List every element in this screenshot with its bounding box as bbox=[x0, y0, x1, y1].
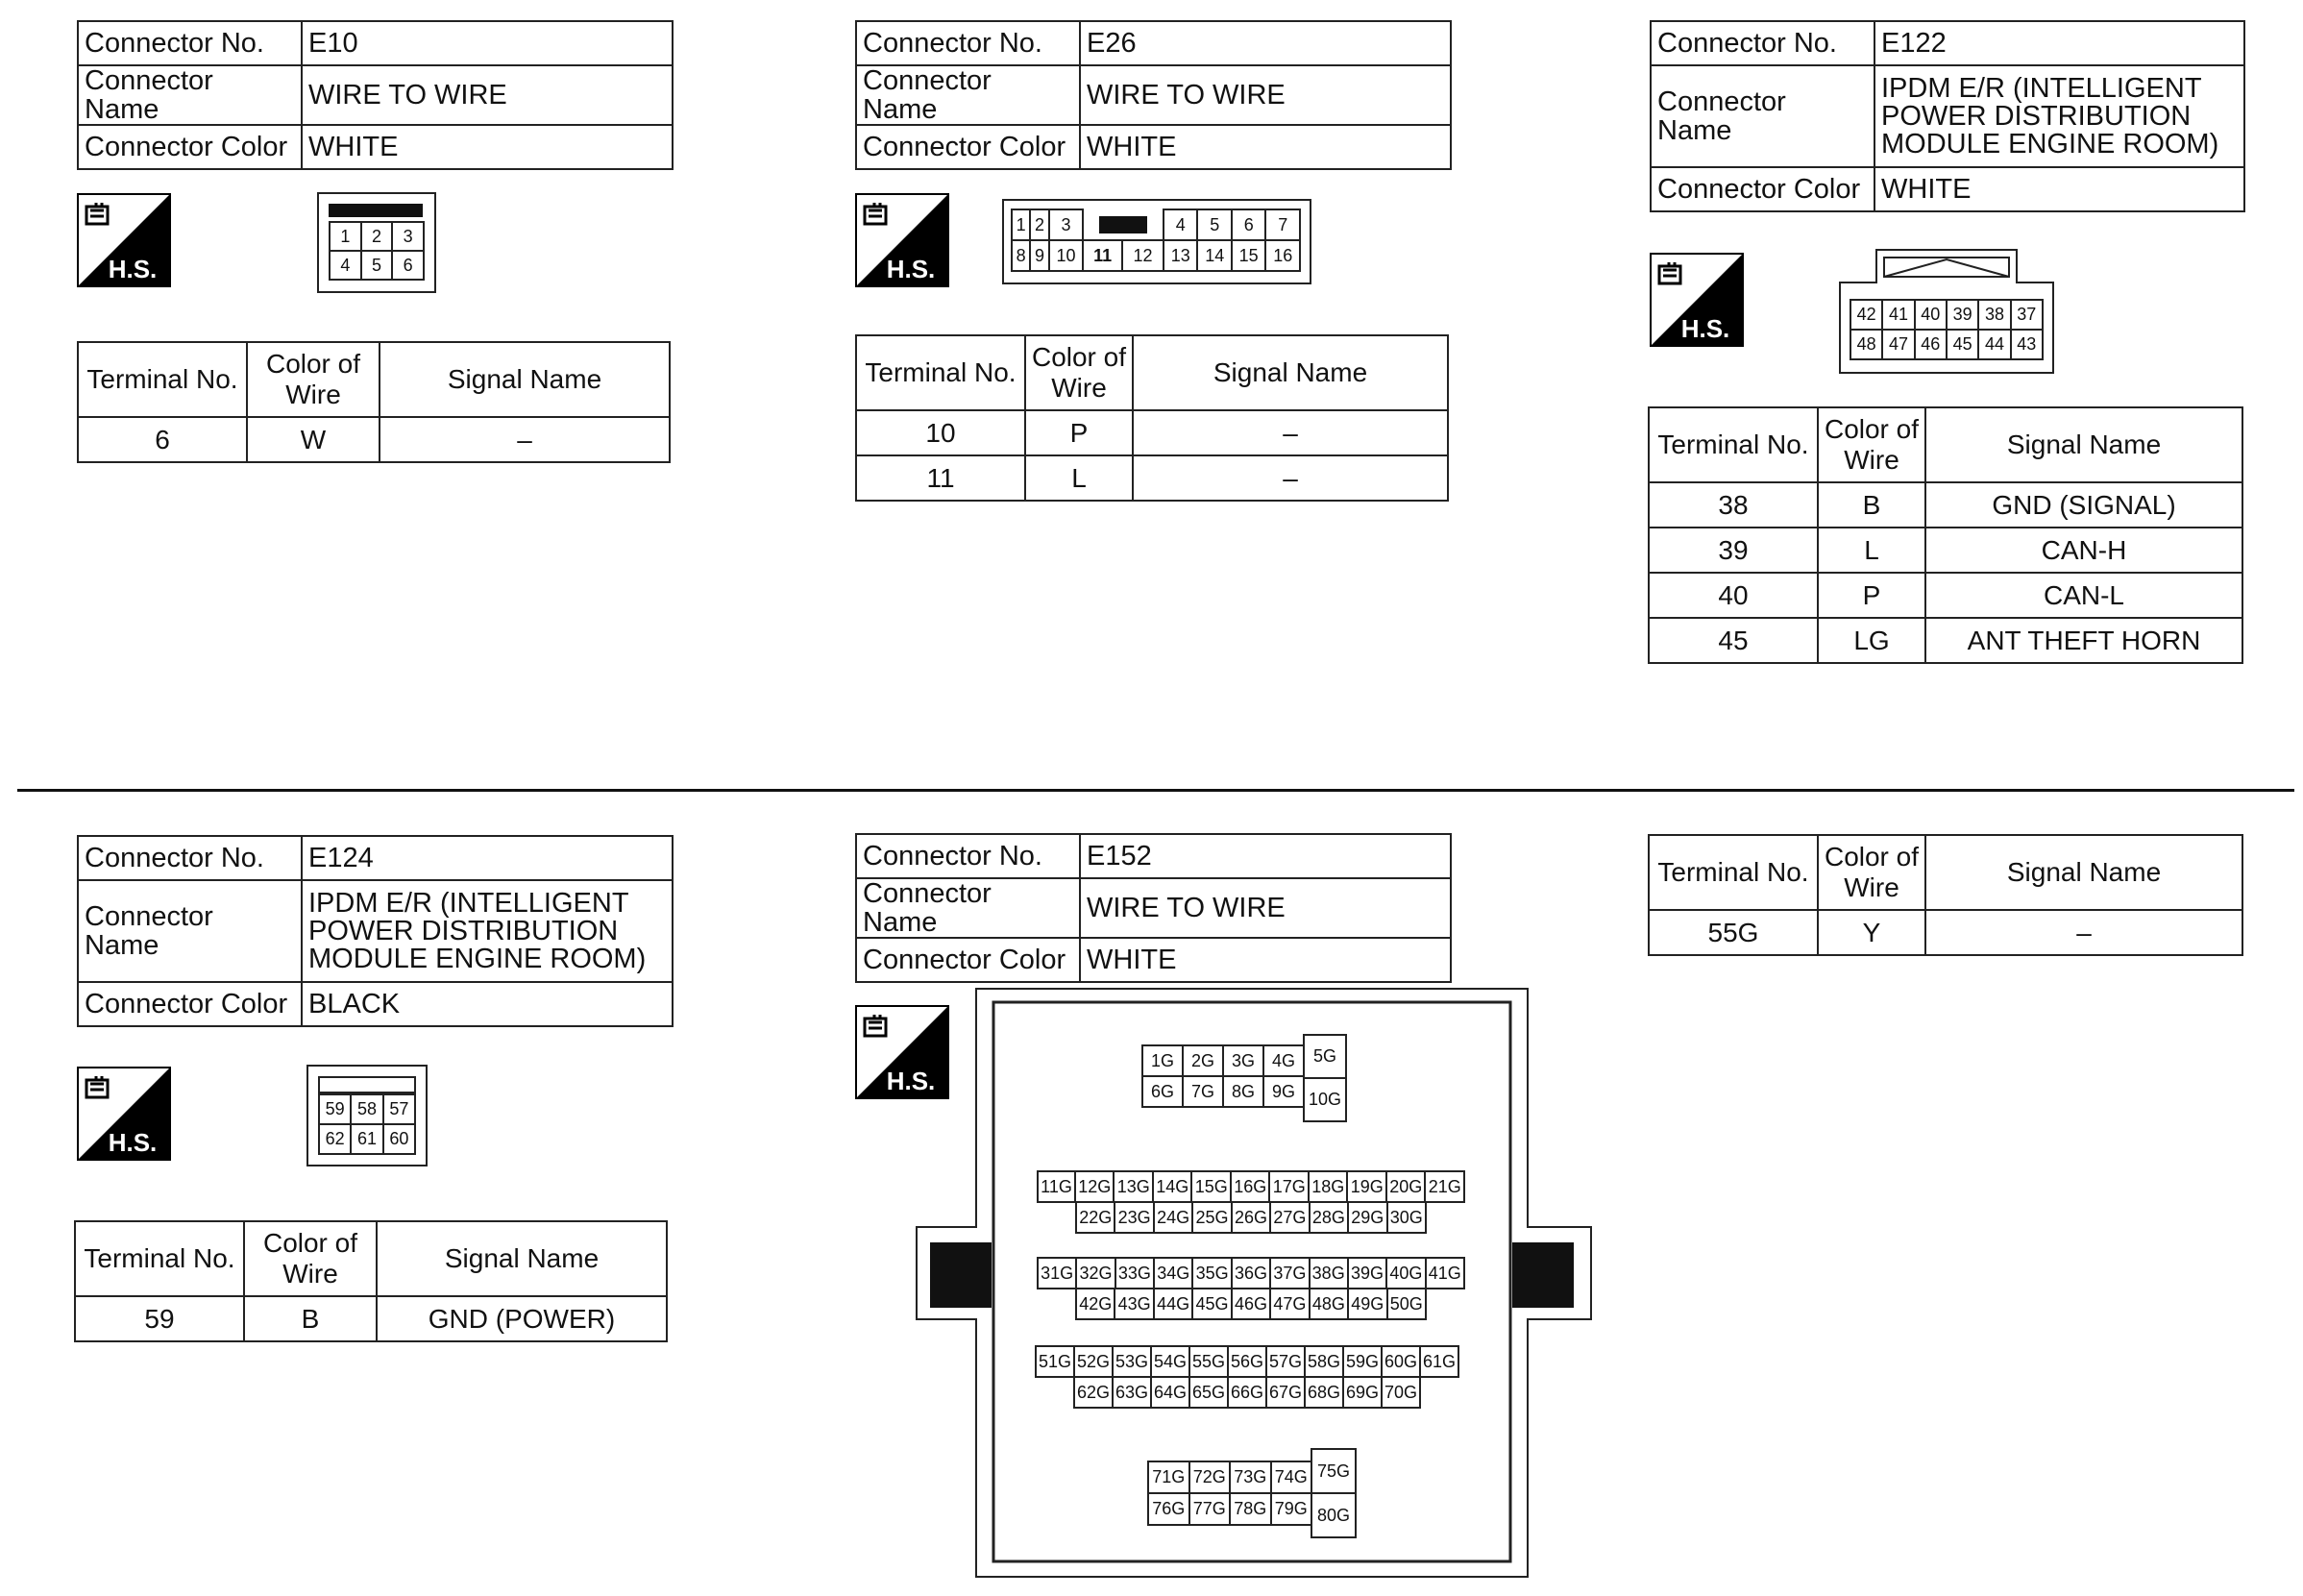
pin: 46 bbox=[1915, 330, 1947, 359]
e152-terminal-table bbox=[1648, 834, 2243, 956]
hs-label: H.S. bbox=[886, 255, 936, 283]
e152-pin-row-11 bbox=[1037, 1170, 1465, 1203]
pin: 39 bbox=[1947, 300, 1978, 330]
pin: 16 bbox=[1265, 240, 1300, 271]
connector-color-value: WHITE bbox=[1080, 938, 1451, 982]
pin: 32G bbox=[1076, 1258, 1115, 1289]
connector-name-value: WIRE TO WIRE bbox=[1080, 878, 1451, 938]
pin: 2 bbox=[361, 222, 393, 251]
wire-color-cell: L bbox=[1025, 455, 1133, 501]
pin: 79G bbox=[1271, 1493, 1312, 1525]
terminal-cell: 6 bbox=[78, 417, 247, 462]
connector-name-label: Connector Name bbox=[856, 65, 1080, 125]
connector-no-value: E152 bbox=[1080, 834, 1451, 878]
pin: 15G bbox=[1191, 1171, 1231, 1202]
wire-color-cell: P bbox=[1025, 410, 1133, 455]
pin: 54G bbox=[1151, 1346, 1189, 1377]
pin: 53G bbox=[1113, 1346, 1151, 1377]
e26-info-table bbox=[855, 20, 1452, 170]
connector-name-value: IPDM E/R (INTELLIGENT POWER DISTRIBUTION MODULE ENGINE ROOM) bbox=[1874, 65, 2244, 167]
connector-name-value: WIRE TO WIRE bbox=[302, 65, 673, 125]
pin: 35G bbox=[1192, 1258, 1231, 1289]
pin: 13G bbox=[1114, 1171, 1153, 1202]
pin: 5G bbox=[1304, 1035, 1346, 1078]
pin: 46G bbox=[1232, 1289, 1270, 1319]
pin: 14G bbox=[1153, 1171, 1192, 1202]
terminal-cell: 38 bbox=[1649, 482, 1818, 528]
terminal-no-header: Terminal No. bbox=[856, 335, 1025, 410]
pin: 22G bbox=[1076, 1202, 1115, 1233]
pin: 42 bbox=[1850, 300, 1882, 330]
terminal-cell: 11 bbox=[856, 455, 1025, 501]
e152-pin-row-62 bbox=[1073, 1376, 1421, 1409]
signal-cell: GND (SIGNAL) bbox=[1925, 482, 2242, 528]
pin: 59G bbox=[1343, 1346, 1382, 1377]
e152-pin-block-1 bbox=[1141, 1044, 1305, 1108]
terminal-no-header: Terminal No. bbox=[78, 342, 247, 417]
pin: 59 bbox=[319, 1094, 351, 1124]
pin: 6 bbox=[392, 251, 424, 280]
connector-name-label: Connector Name bbox=[78, 65, 302, 125]
pin: 34G bbox=[1154, 1258, 1192, 1289]
wire-color-header: Color of Wire bbox=[247, 342, 380, 417]
signal-cell: CAN-L bbox=[1925, 573, 2242, 618]
hs-label: H.S. bbox=[108, 255, 158, 283]
connector-name-value: WIRE TO WIRE bbox=[1080, 65, 1451, 125]
signal-cell: CAN-H bbox=[1925, 528, 2242, 573]
keyway bbox=[1083, 209, 1164, 240]
wire-color-cell: P bbox=[1818, 573, 1925, 618]
pin: 1 bbox=[330, 222, 361, 251]
terminal-cell: 59 bbox=[75, 1296, 244, 1341]
pin: 4G bbox=[1263, 1045, 1304, 1076]
e152-pin-block-1-side bbox=[1303, 1034, 1347, 1122]
pin: 26G bbox=[1232, 1202, 1270, 1233]
pin: 55G bbox=[1189, 1346, 1228, 1377]
pin: 57G bbox=[1266, 1346, 1305, 1377]
pin: 4 bbox=[330, 251, 361, 280]
wire-color-header: Color of Wire bbox=[244, 1221, 377, 1296]
pin: 23G bbox=[1115, 1202, 1153, 1233]
connector-no-label: Connector No. bbox=[1651, 21, 1874, 65]
pin: 2G bbox=[1183, 1045, 1223, 1076]
pin: 67G bbox=[1266, 1377, 1305, 1408]
connector-color-value: WHITE bbox=[302, 125, 673, 169]
section-divider bbox=[17, 789, 2294, 792]
pin: 50G bbox=[1387, 1289, 1427, 1319]
signal-name-header: Signal Name bbox=[380, 342, 670, 417]
connector-color-label: Connector Color bbox=[1651, 167, 1874, 211]
signal-name-header: Signal Name bbox=[1133, 335, 1448, 410]
connector-color-value: WHITE bbox=[1080, 125, 1451, 169]
pin: 3 bbox=[392, 222, 424, 251]
pin: 80G bbox=[1311, 1493, 1356, 1537]
pin: 12G bbox=[1075, 1171, 1115, 1202]
pin: 1G bbox=[1142, 1045, 1183, 1076]
e124-info-table bbox=[77, 835, 674, 1027]
pin: 68G bbox=[1305, 1377, 1343, 1408]
pin: 76G bbox=[1148, 1493, 1189, 1525]
wire-color-header: Color of Wire bbox=[1818, 835, 1925, 910]
connector-name-label: Connector Name bbox=[78, 880, 302, 982]
e152-pin-row-51 bbox=[1035, 1345, 1459, 1378]
pin: 65G bbox=[1189, 1377, 1228, 1408]
pin: 60 bbox=[383, 1124, 415, 1154]
connector-color-value: WHITE bbox=[1874, 167, 2244, 211]
connector-no-value: E124 bbox=[302, 836, 673, 880]
pin: 38G bbox=[1310, 1258, 1348, 1289]
pin: 2 bbox=[1030, 209, 1048, 240]
e124-terminal-table bbox=[74, 1220, 668, 1342]
terminal-cell: 40 bbox=[1649, 573, 1818, 618]
pin: 5 bbox=[361, 251, 393, 280]
pin: 33G bbox=[1115, 1258, 1154, 1289]
pin: 43G bbox=[1115, 1289, 1153, 1319]
pin: 40 bbox=[1915, 300, 1947, 330]
pin: 14 bbox=[1197, 240, 1231, 271]
hs-icon bbox=[1650, 253, 1744, 347]
pin: 10 bbox=[1049, 240, 1083, 271]
pin: 10G bbox=[1304, 1078, 1346, 1121]
pin: 41G bbox=[1426, 1258, 1464, 1289]
pin: 6 bbox=[1232, 209, 1265, 240]
pin: 47G bbox=[1270, 1289, 1309, 1319]
hs-icon bbox=[855, 193, 949, 287]
pin: 11 bbox=[1083, 240, 1122, 271]
e152-pin-row-42 bbox=[1075, 1288, 1427, 1320]
connector-color-value: BLACK bbox=[302, 982, 673, 1026]
hs-icon bbox=[77, 193, 171, 287]
pin: 40G bbox=[1386, 1258, 1425, 1289]
pin: 19G bbox=[1347, 1171, 1386, 1202]
pin: 72G bbox=[1189, 1461, 1231, 1493]
pin: 71G bbox=[1148, 1461, 1189, 1493]
pin: 12 bbox=[1122, 240, 1164, 271]
pin: 70G bbox=[1382, 1377, 1420, 1408]
pin: 63G bbox=[1113, 1377, 1151, 1408]
wire-color-cell: B bbox=[244, 1296, 377, 1341]
pin: 45G bbox=[1192, 1289, 1231, 1319]
pin: 39G bbox=[1348, 1258, 1386, 1289]
connector-no-label: Connector No. bbox=[78, 836, 302, 880]
pin: 5 bbox=[1197, 209, 1231, 240]
pin: 73G bbox=[1230, 1461, 1271, 1493]
pin: 43 bbox=[2011, 330, 2043, 359]
pin: 78G bbox=[1230, 1493, 1271, 1525]
pin: 4 bbox=[1164, 209, 1197, 240]
connector-name-label: Connector Name bbox=[856, 878, 1080, 938]
pin: 69G bbox=[1343, 1377, 1382, 1408]
connector-no-value: E122 bbox=[1874, 21, 2244, 65]
pin: 16G bbox=[1231, 1171, 1270, 1202]
pin: 75G bbox=[1311, 1449, 1356, 1493]
connector-no-label: Connector No. bbox=[78, 21, 302, 65]
e122-terminal-table bbox=[1648, 406, 2243, 664]
pin: 74G bbox=[1271, 1461, 1312, 1493]
connector-color-label: Connector Color bbox=[856, 938, 1080, 982]
pin: 61G bbox=[1420, 1346, 1458, 1377]
signal-name-header: Signal Name bbox=[1925, 407, 2242, 482]
signal-cell: – bbox=[1133, 455, 1448, 501]
pin: 1 bbox=[1012, 209, 1030, 240]
pin: 45 bbox=[1947, 330, 1978, 359]
signal-cell: – bbox=[1133, 410, 1448, 455]
signal-name-header: Signal Name bbox=[1925, 835, 2242, 910]
hs-label: H.S. bbox=[108, 1128, 158, 1157]
pin: 8G bbox=[1223, 1076, 1263, 1107]
e10-connector-face bbox=[317, 192, 436, 293]
pin: 27G bbox=[1270, 1202, 1309, 1233]
pin: 7 bbox=[1265, 209, 1300, 240]
pin: 13 bbox=[1164, 240, 1197, 271]
wire-color-cell: W bbox=[247, 417, 380, 462]
terminal-cell: 39 bbox=[1649, 528, 1818, 573]
pin: 11G bbox=[1038, 1171, 1075, 1202]
hs-icon bbox=[77, 1067, 171, 1161]
e152-pin-row-22 bbox=[1075, 1201, 1427, 1234]
pin: 30G bbox=[1387, 1202, 1427, 1233]
hs-label: H.S. bbox=[886, 1067, 936, 1095]
wire-color-cell: L bbox=[1818, 528, 1925, 573]
pin: 17G bbox=[1269, 1171, 1309, 1202]
pin: 58G bbox=[1305, 1346, 1343, 1377]
pin: 25G bbox=[1192, 1202, 1231, 1233]
pin: 52G bbox=[1074, 1346, 1113, 1377]
terminal-no-header: Terminal No. bbox=[1649, 835, 1818, 910]
pin: 6G bbox=[1142, 1076, 1183, 1107]
signal-cell: – bbox=[380, 417, 670, 462]
pin: 62G bbox=[1074, 1377, 1113, 1408]
pin: 44G bbox=[1154, 1289, 1192, 1319]
signal-cell: ANT THEFT HORN bbox=[1925, 618, 2242, 663]
pin: 44 bbox=[1978, 330, 2010, 359]
wire-color-header: Color of Wire bbox=[1818, 407, 1925, 482]
e152-pin-block-5 bbox=[1147, 1461, 1312, 1526]
pin: 58 bbox=[351, 1094, 382, 1124]
pin: 20G bbox=[1386, 1171, 1426, 1202]
pin: 41 bbox=[1882, 300, 1914, 330]
pin: 36G bbox=[1232, 1258, 1270, 1289]
e26-connector-face bbox=[1002, 199, 1311, 284]
e152-info-table bbox=[855, 833, 1452, 983]
pin: 48 bbox=[1850, 330, 1882, 359]
terminal-no-header: Terminal No. bbox=[1649, 407, 1818, 482]
pin: 49G bbox=[1348, 1289, 1386, 1319]
pin: 66G bbox=[1228, 1377, 1266, 1408]
pin: 37G bbox=[1270, 1258, 1309, 1289]
e124-connector-face bbox=[306, 1065, 428, 1166]
pin: 21G bbox=[1425, 1171, 1464, 1202]
connector-name-label: Connector Name bbox=[1651, 65, 1874, 167]
pin: 38 bbox=[1978, 300, 2010, 330]
terminal-cell: 55G bbox=[1649, 910, 1818, 955]
pin: 9G bbox=[1263, 1076, 1304, 1107]
pin: 47 bbox=[1882, 330, 1914, 359]
connector-color-label: Connector Color bbox=[78, 125, 302, 169]
pin: 62 bbox=[319, 1124, 351, 1154]
pin: 51G bbox=[1036, 1346, 1074, 1377]
connector-no-value: E26 bbox=[1080, 21, 1451, 65]
terminal-no-header: Terminal No. bbox=[75, 1221, 244, 1296]
connector-name-value: IPDM E/R (INTELLIGENT POWER DISTRIBUTION MODULE ENGINE ROOM) bbox=[302, 880, 673, 982]
connector-color-label: Connector Color bbox=[78, 982, 302, 1026]
pin: 64G bbox=[1151, 1377, 1189, 1408]
connector-color-label: Connector Color bbox=[856, 125, 1080, 169]
pin: 42G bbox=[1076, 1289, 1115, 1319]
wire-color-cell: B bbox=[1818, 482, 1925, 528]
signal-cell: – bbox=[1925, 910, 2242, 955]
connector-no-value: E10 bbox=[302, 21, 673, 65]
signal-cell: GND (POWER) bbox=[377, 1296, 667, 1341]
signal-name-header: Signal Name bbox=[377, 1221, 667, 1296]
terminal-cell: 45 bbox=[1649, 618, 1818, 663]
e10-terminal-table bbox=[77, 341, 671, 463]
hs-label: H.S. bbox=[1680, 314, 1730, 343]
pin: 9 bbox=[1030, 240, 1048, 271]
pin: 29G bbox=[1348, 1202, 1386, 1233]
e152-pin-block-5-side bbox=[1311, 1448, 1357, 1538]
pin: 28G bbox=[1310, 1202, 1348, 1233]
pin: 37 bbox=[2011, 300, 2043, 330]
e26-terminal-table bbox=[855, 334, 1449, 502]
e152-pin-row-31 bbox=[1037, 1257, 1465, 1289]
pin: 61 bbox=[351, 1124, 382, 1154]
connector-no-label: Connector No. bbox=[856, 21, 1080, 65]
pin: 24G bbox=[1154, 1202, 1192, 1233]
pin: 7G bbox=[1183, 1076, 1223, 1107]
e122-info-table bbox=[1650, 20, 2245, 212]
pin: 48G bbox=[1310, 1289, 1348, 1319]
pin: 3 bbox=[1049, 209, 1083, 240]
pin: 31G bbox=[1038, 1258, 1076, 1289]
terminal-cell: 10 bbox=[856, 410, 1025, 455]
pin: 3G bbox=[1223, 1045, 1263, 1076]
pin: 8 bbox=[1012, 240, 1030, 271]
pin: 57 bbox=[383, 1094, 415, 1124]
pin: 18G bbox=[1309, 1171, 1348, 1202]
pin: 77G bbox=[1189, 1493, 1231, 1525]
pin: 60G bbox=[1382, 1346, 1420, 1377]
wire-color-cell: Y bbox=[1818, 910, 1925, 955]
pin: 15 bbox=[1232, 240, 1265, 271]
e122-pin-grid bbox=[1850, 299, 2044, 360]
wire-color-header: Color of Wire bbox=[1025, 335, 1133, 410]
pin: 56G bbox=[1228, 1346, 1266, 1377]
e10-info-table bbox=[77, 20, 674, 170]
wire-color-cell: LG bbox=[1818, 618, 1925, 663]
connector-no-label: Connector No. bbox=[856, 834, 1080, 878]
